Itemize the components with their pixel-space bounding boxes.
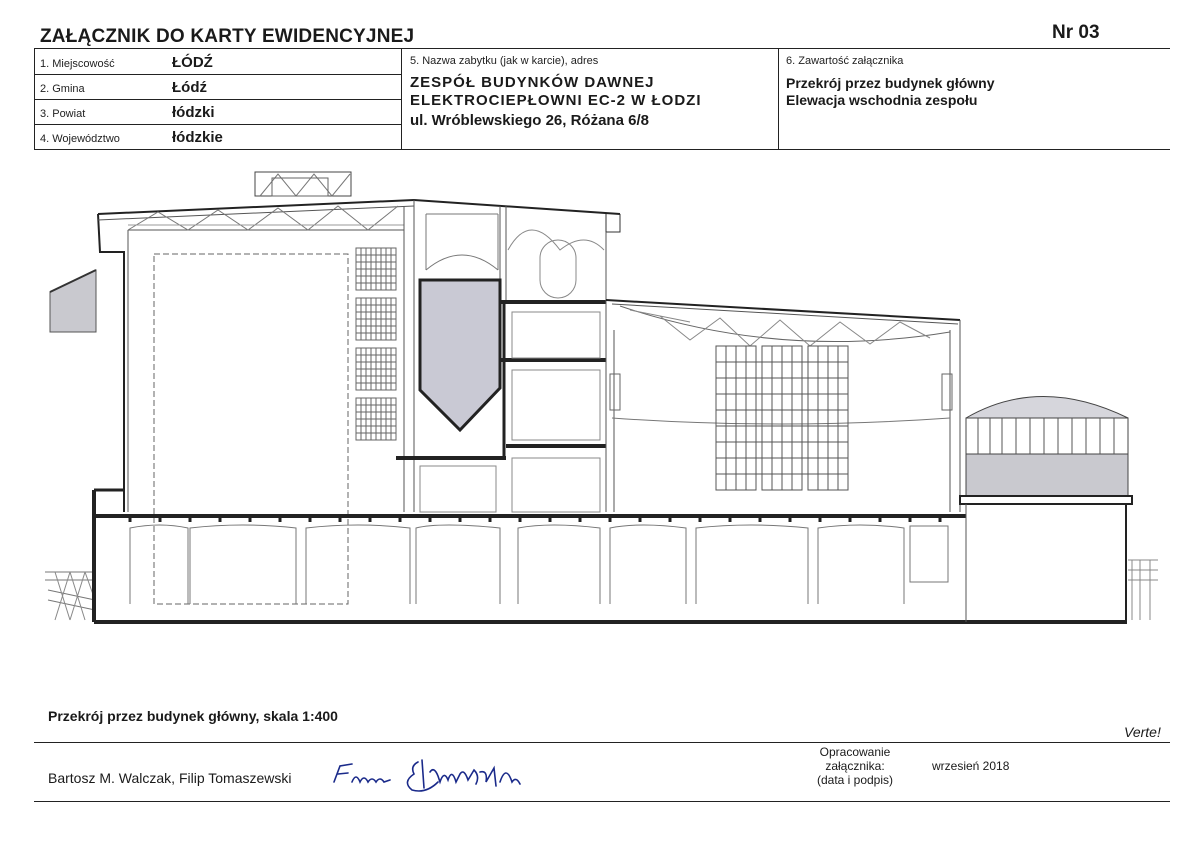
authors: Bartosz M. Walczak, Filip Tomaszewski: [48, 770, 292, 786]
preparation-date: wrzesień 2018: [932, 759, 1010, 773]
field-value-commune: Łódź: [172, 79, 207, 96]
field-value-voivodeship: łódzkie: [172, 129, 223, 146]
field-label-commune: 2. Gmina: [40, 83, 85, 95]
contents-line2: Elewacja wschodnia zespołu: [786, 92, 978, 108]
author-signatures: [330, 752, 530, 800]
footer-bottom-rule: [34, 801, 1170, 802]
field-label-county: 3. Powiat: [40, 108, 86, 120]
field-value-county: łódzki: [172, 104, 215, 121]
prepared-label: [790, 745, 920, 787]
right-annex: [960, 397, 1158, 625]
main-hall: [98, 172, 414, 604]
contents-line1: Przekrój przez budynek główny: [786, 75, 995, 91]
monument-name-line2: ELEKTROCIEPŁOWNI EC-2 W ŁODZI: [410, 92, 702, 109]
footer-top-rule: [34, 742, 1170, 743]
boiler-section: [396, 200, 620, 512]
monument-label: 5. Nazwa zabytku (jak w karcie), adres: [410, 55, 599, 67]
verte-note: Verte!: [1124, 724, 1161, 740]
drawing-caption: Przekrój przez budynek główny, skala 1:400: [48, 708, 338, 724]
prepared-label-line1: Opracowanie załącznika:: [819, 745, 891, 773]
prepared-label-line2: (data i podpis): [816, 773, 894, 787]
basement: [94, 490, 1126, 622]
field-label-locality: 1. Miejscowość: [40, 58, 115, 70]
monument-name-line1: ZESPÓŁ BUDYNKÓW DAWNEJ: [410, 74, 655, 91]
attachment-number: Nr 03: [1052, 22, 1100, 43]
contents-label: 6. Zawartość załącznika: [786, 55, 904, 67]
field-label-voivodeship: 4. Województwo: [40, 133, 120, 145]
monument-address: ul. Wróblewskiego 26, Różana 6/8: [410, 112, 649, 129]
left-annex: [45, 270, 96, 620]
turbine-hall: [606, 300, 960, 512]
document-title: ZAŁĄCZNIK DO KARTY EWIDENCYJNEJ: [40, 26, 415, 47]
field-value-locality: ŁÓDŹ: [172, 54, 213, 71]
